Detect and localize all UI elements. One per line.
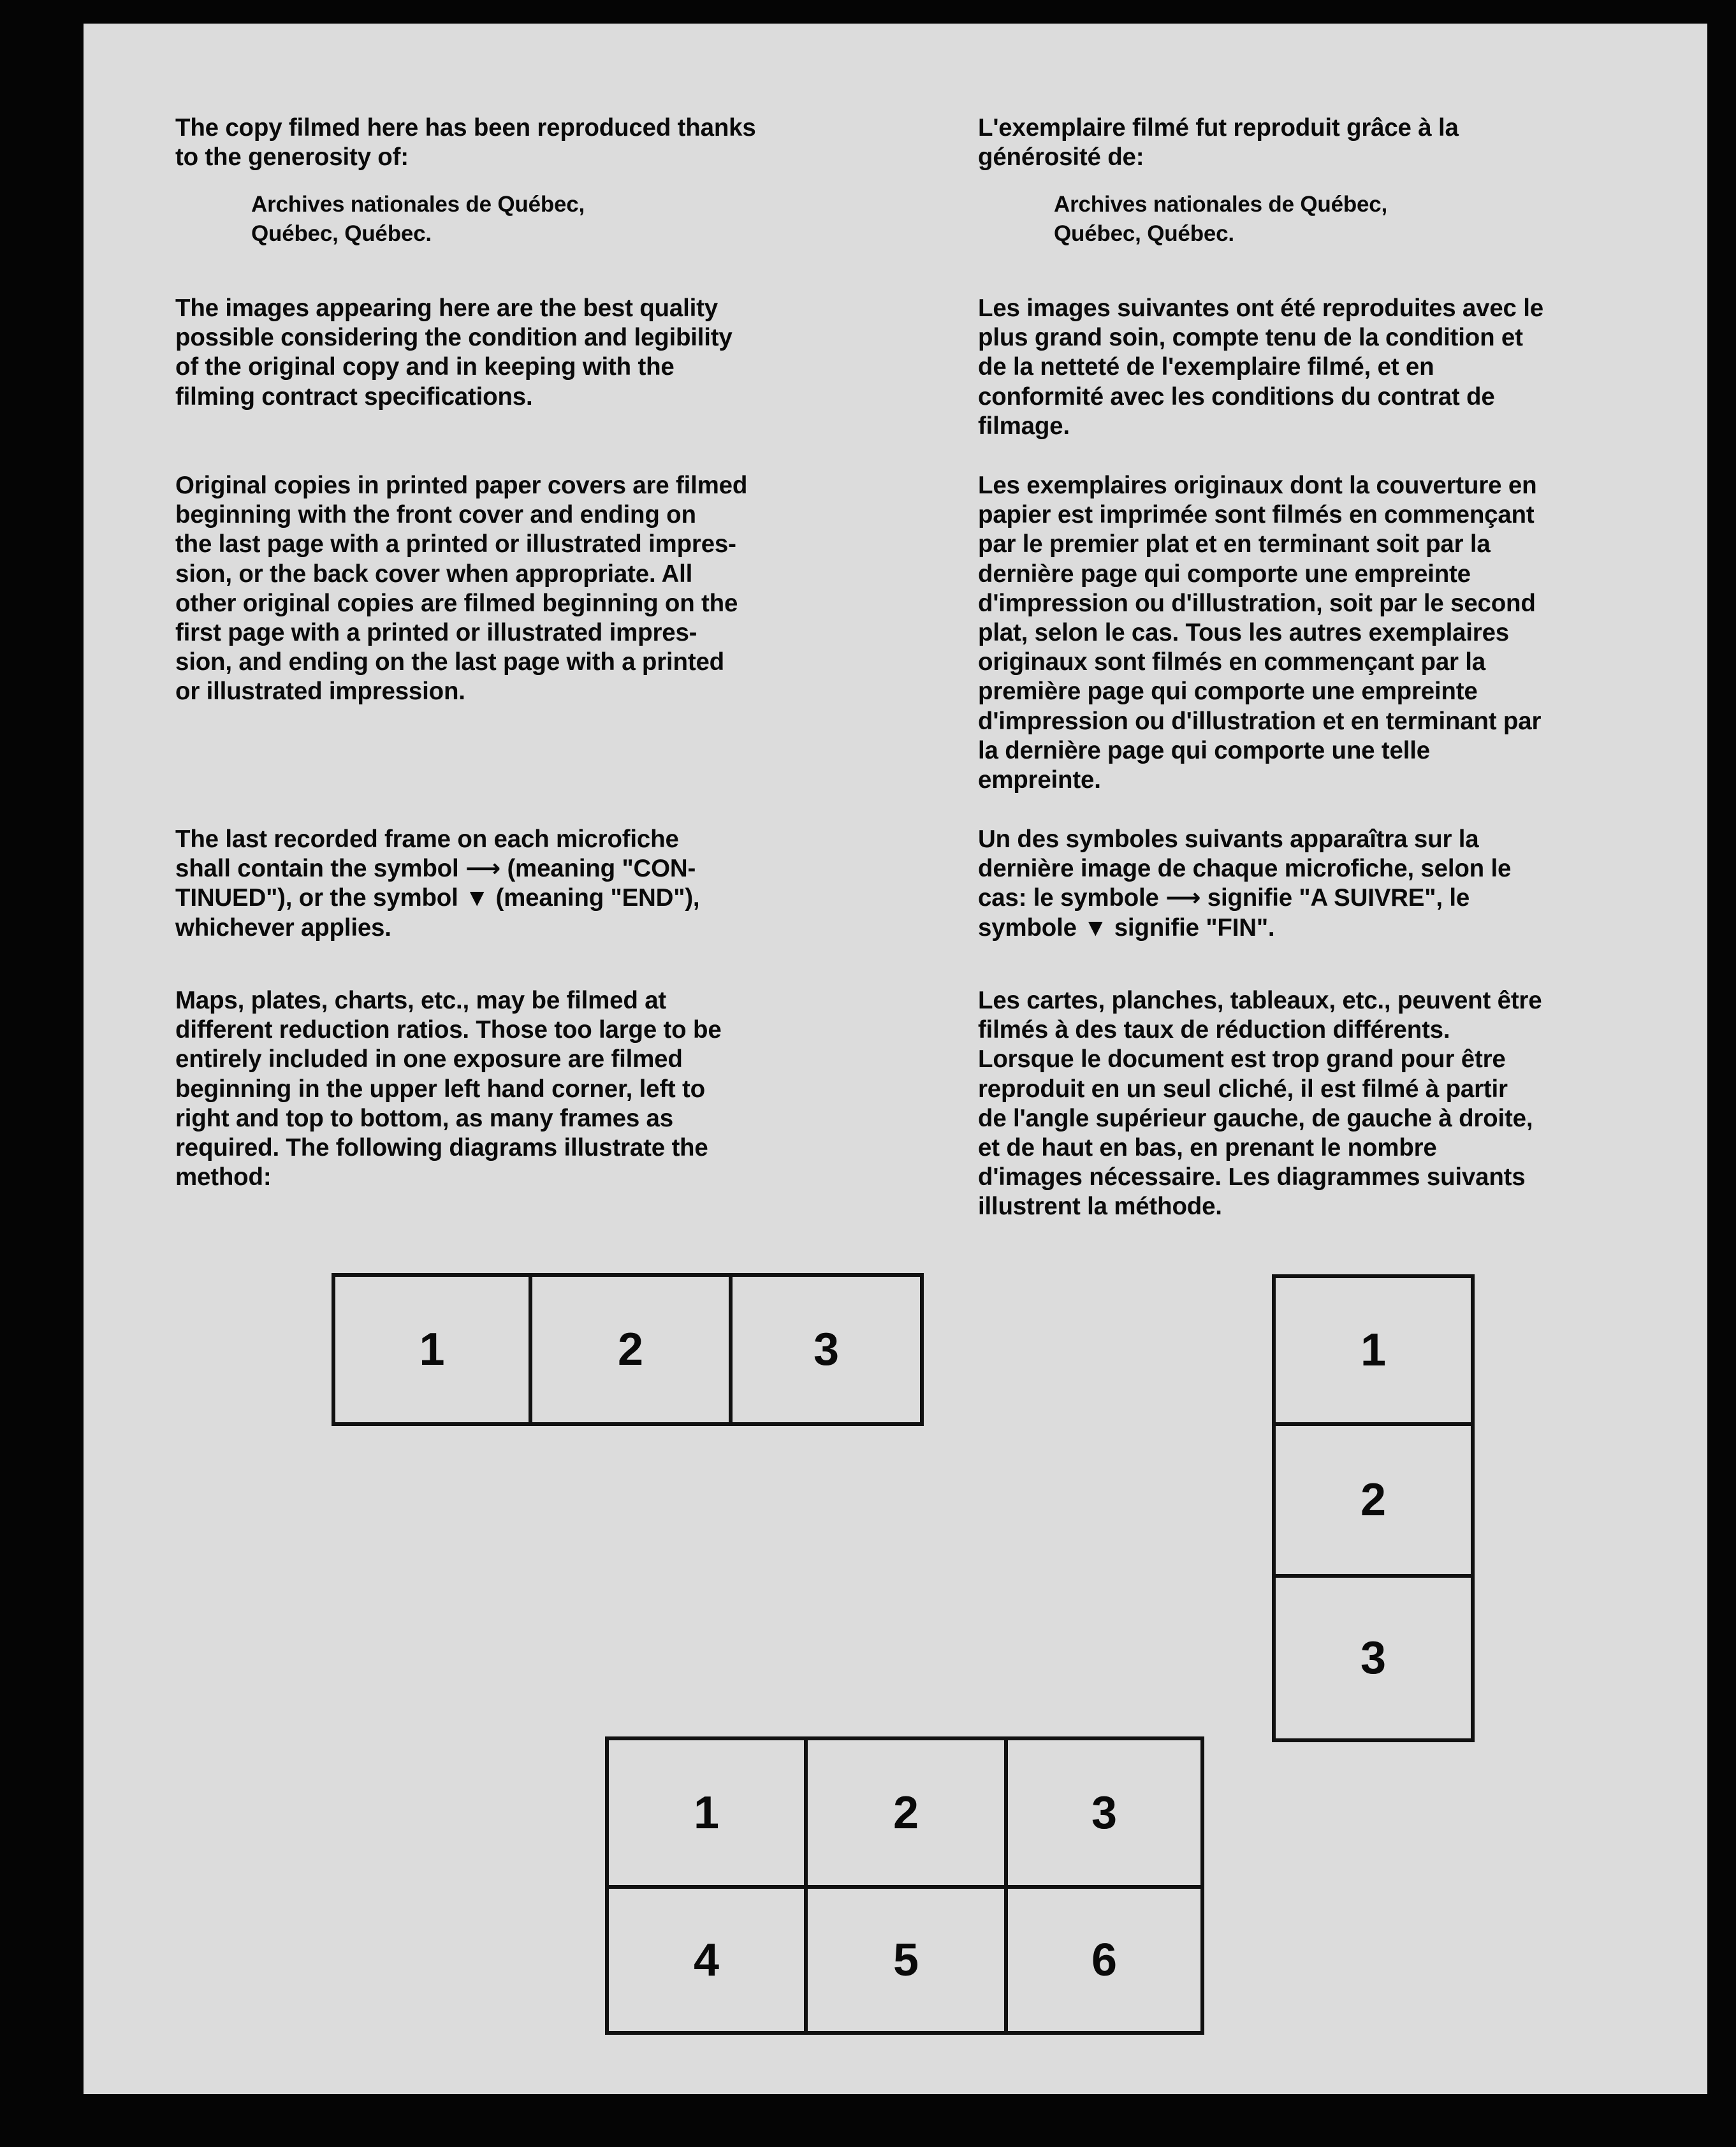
diagram-grid-cell: 1 (693, 1787, 720, 1838)
diagram-row-cell: 1 (419, 1324, 445, 1375)
diagram-grid-cell: 3 (1004, 1740, 1200, 1885)
english-institution: Archives nationales de Québec, Québec, Québec. (251, 192, 585, 246)
diagram-grid-cell: 4 (609, 1885, 804, 2031)
diagram-row-cell: 2 (529, 1277, 729, 1422)
diagram-column (1272, 1274, 1475, 1742)
diagram-row (332, 1273, 924, 1426)
diagram-column-cell: 1 (1360, 1325, 1387, 1376)
diagram-grid-cell: 5 (804, 1885, 1004, 2031)
english-maps: Maps, plates, charts, etc., may be filmed at different reduction ratios. Those too large to be entirely included in one exposure are filmed beginning in the upper left hand corner, left to right and top to bottom, as many frames as required. The following diagrams illustrate the method: (175, 987, 722, 1191)
diagram-grid-cell: 6 (1004, 1885, 1200, 2031)
diagram-column-cell: 3 (1276, 1574, 1471, 1738)
diagram-row-cell: 3 (729, 1277, 920, 1422)
french-maps: Les cartes, planches, tableaux, etc., peuvent être filmés à des taux de réduction différents. Lorsque le document est trop grand pour être reproduit en un seul cliché, il est filmé à partir de l'angle supérieur gauche, de gauche à droite, et de haut en bas, en prenant le nombre d'images nécessaire. Les diagrammes suivants illustrent la méthode. (978, 987, 1542, 1221)
english-quality: The images appearing here are the best quality possible considering the condition and legibility of the original copy and in keeping with the filming contract specifications. (175, 295, 733, 411)
french-covers: Les exemplaires originaux dont la couverture en papier est imprimée sont filmés en commençant par le premier plat et en terminant soit par la dernière page qui comporte une empreinte d'impression ou d'illustration, soit par le second plat, selon le cas. Tous les autres exemplaires originaux sont filmés en commençant par la première page qui comporte une empreinte d'impression ou d'illustration et en terminant par la dernière page qui comporte une telle empreinte. (978, 472, 1542, 794)
english-covers: Original copies in printed paper covers are filmed beginning with the front cover and ending on the last page with a printed or illustrated impres- sion, or the back cover when appropriate. All other original copies are filmed beginning on the first page with a printed or illustrated impres- sion, and ending on the last page with a printed or illustrated impression. (175, 472, 748, 706)
french-quality: Les images suivantes ont été reproduites avec le plus grand soin, compte tenu de la condition et de la netteté de l'exemplaire filmé, et en conformité avec les conditions du contrat de filmage. (978, 295, 1543, 440)
english-symbols: The last recorded frame on each microfiche shall contain the symbol ⟶ (meaning "CON- TINUED"), or the symbol ▼ (meaning "END"), whichever applies. (175, 826, 700, 942)
diagram-column-cell: 2 (1276, 1422, 1471, 1574)
diagram-grid-cell: 2 (804, 1740, 1004, 1885)
diagram-grid (605, 1736, 1204, 2035)
microfiche-target-page (84, 24, 1707, 2094)
french-institution: Archives nationales de Québec, Québec, Québec. (1054, 192, 1388, 246)
french-thanks: L'exemplaire filmé fut reproduit grâce à la générosité de: (978, 114, 1459, 171)
french-symbols: Un des symboles suivants apparaîtra sur la dernière image de chaque microfiche, selon le cas: le symbole ⟶ signifie "A SUIVRE", le symbole ▼ signifie "FIN". (978, 826, 1512, 942)
english-thanks: The copy filmed here has been reproduced thanks to the generosity of: (175, 114, 756, 171)
